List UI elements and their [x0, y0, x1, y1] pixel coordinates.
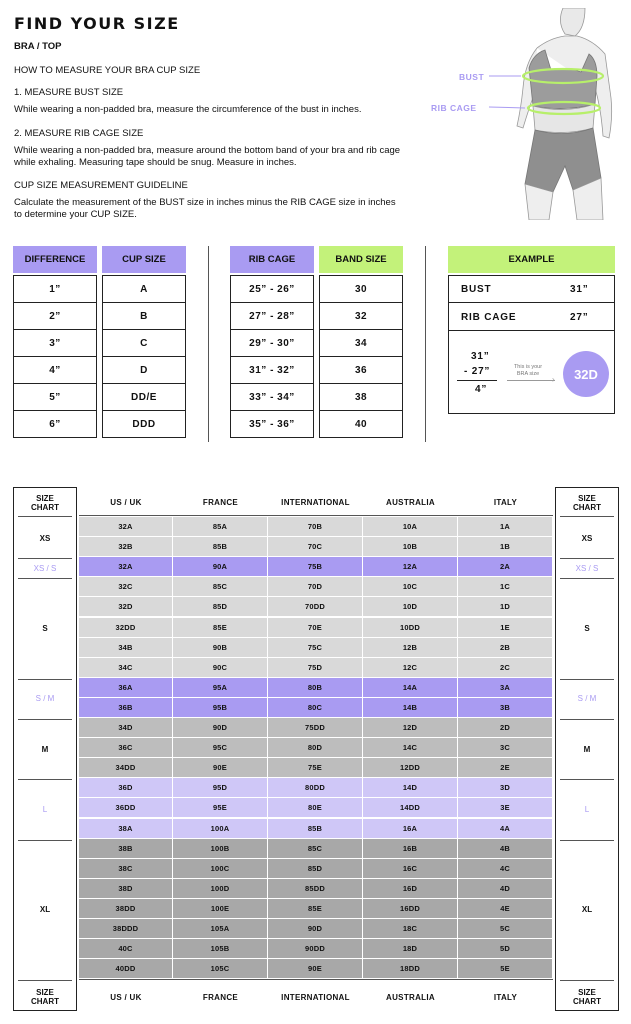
table-cell: 34D: [79, 718, 173, 738]
table-row: [79, 819, 553, 839]
table-cell: 16B: [363, 839, 458, 859]
table-row: [79, 597, 553, 617]
size-chart-footer: SIZE CHART: [31, 988, 59, 1006]
table-row: [79, 778, 553, 798]
table-row: [79, 698, 553, 718]
table-cell: 95E: [173, 798, 268, 818]
table-cell: 4C: [458, 859, 553, 879]
table-cell: 38B: [79, 839, 173, 859]
size-label: L: [42, 804, 48, 814]
table-cell: 105A: [173, 919, 268, 939]
table-cell: 3”: [13, 329, 97, 357]
divider: [18, 516, 72, 517]
arrow-line: [507, 380, 555, 381]
table-cell: 5D: [458, 939, 553, 959]
table-cell: DDD: [102, 410, 186, 438]
table-cell: 90D: [173, 718, 268, 738]
table-row: [79, 939, 553, 959]
column-footer: ITALY: [493, 992, 518, 1002]
table-cell: 12A: [363, 557, 458, 577]
table-cell: 18DD: [363, 959, 458, 979]
table-row: [79, 738, 553, 758]
table-cell: B: [102, 302, 186, 330]
table-cell: 85B: [268, 819, 363, 839]
rib-cage-label: RIB CAGE: [431, 103, 477, 113]
table-cell: 4A: [458, 819, 553, 839]
table-row: [79, 638, 553, 658]
table-cell: 10C: [363, 577, 458, 597]
table-cell: 25” - 26”: [230, 275, 314, 303]
table-cell: 4B: [458, 839, 553, 859]
column-header: FRANCE: [202, 497, 239, 507]
table-cell: 12C: [363, 658, 458, 678]
table-cell: 16C: [363, 859, 458, 879]
table-cell: 36D: [79, 778, 173, 798]
table-cell: 2D: [458, 718, 553, 738]
page-title: FIND YOUR SIZE: [14, 14, 180, 33]
divider: [18, 980, 72, 981]
table-cell: 1B: [458, 537, 553, 557]
footer-rule: [79, 979, 553, 980]
table-cell: 1D: [458, 597, 553, 617]
table-cell: 80D: [268, 738, 363, 758]
table-cell: 14DD: [363, 798, 458, 818]
table-cell: 29” - 30”: [230, 329, 314, 357]
size-label: XL: [39, 905, 51, 915]
step2-text: While wearing a non-padded bra, measure around the bottom band of your bra and rib cage while exhaling. Measuring tape should be snug. Measure in inches.: [14, 145, 401, 168]
table-cell: A: [102, 275, 186, 303]
size-label: XS: [581, 533, 593, 543]
table-cell: 32B: [79, 537, 173, 557]
size-label: S: [584, 624, 590, 634]
table-cell: 1”: [13, 275, 97, 303]
example-bust-row: [448, 275, 615, 303]
table-row: [79, 839, 553, 859]
table-cell: 32A: [79, 557, 173, 577]
table-cell: 14A: [363, 678, 458, 698]
body-illustration: [425, 8, 631, 220]
size-label: L: [584, 804, 590, 814]
table-cell: 100C: [173, 859, 268, 879]
table-cell: 95B: [173, 698, 268, 718]
table-header: DIFFERENCE: [13, 246, 97, 273]
column-header: US / UK: [110, 497, 142, 507]
table-cell: 90A: [173, 557, 268, 577]
table-cell: 90D: [268, 919, 363, 939]
header-rule: [79, 515, 553, 516]
example-rib-value: 27”: [570, 312, 589, 323]
table-cell: 4D: [458, 879, 553, 899]
table-header: CUP SIZE: [102, 246, 186, 273]
table-cell: 70C: [268, 537, 363, 557]
column-footer: INTERNATIONAL: [281, 992, 350, 1002]
note-line2: BRA size: [516, 371, 540, 377]
calc-underline: [457, 380, 497, 381]
table-cell: 34C: [79, 658, 173, 678]
step1-text: While wearing a non-padded bra, measure the circumference of the bust in inches.: [14, 104, 362, 115]
column-footer: AUSTRALIA: [386, 992, 435, 1002]
table-cell: 3D: [458, 778, 553, 798]
table-cell: 1E: [458, 618, 553, 638]
divider: [208, 246, 209, 442]
table-cell: 3A: [458, 678, 553, 698]
table-cell: 12DD: [363, 758, 458, 778]
table-row: [79, 678, 553, 698]
table-cell: 1C: [458, 577, 553, 597]
table-cell: 32A: [79, 517, 173, 537]
table-row: [79, 859, 553, 879]
table-cell: 105B: [173, 939, 268, 959]
table-cell: 85D: [173, 597, 268, 617]
table-cell: 31” - 32”: [230, 356, 314, 384]
table-cell: 32DD: [79, 618, 173, 638]
table-cell: 75E: [268, 758, 363, 778]
size-chart-header: SIZE CHART: [31, 494, 59, 512]
table-cell: 14C: [363, 738, 458, 758]
example-rib-label: RIB CAGE: [461, 312, 517, 323]
table-cell: 5C: [458, 919, 553, 939]
table-cell: 16DD: [363, 899, 458, 919]
guideline-title: CUP SIZE MEASUREMENT GUIDELINE: [14, 180, 188, 191]
measurement-figure: [425, 8, 631, 220]
size-column-left: [13, 487, 77, 1011]
table-row: [79, 537, 553, 557]
table-cell: 2E: [458, 758, 553, 778]
size-label: XL: [581, 905, 593, 915]
table-cell: 10B: [363, 537, 458, 557]
table-cell: 12B: [363, 638, 458, 658]
table-cell: 80C: [268, 698, 363, 718]
size-label: M: [41, 744, 49, 754]
table-cell: 38: [319, 383, 403, 411]
table-cell: 38C: [79, 859, 173, 879]
table-cell: 10DD: [363, 618, 458, 638]
table-cell: 38A: [79, 819, 173, 839]
table-cell: 36A: [79, 678, 173, 698]
table-cell: 85B: [173, 537, 268, 557]
table-cell: 36B: [79, 698, 173, 718]
example-rib-row: [448, 302, 615, 331]
bust-label: BUST: [459, 72, 485, 82]
table-row: [79, 798, 553, 818]
divider: [425, 246, 426, 442]
table-cell: 100B: [173, 839, 268, 859]
table-cell: 16A: [363, 819, 458, 839]
guideline-text: Calculate the measurement of the BUST size in inches minus the RIB CAGE size in inches to determine your CUP SIZE.: [14, 197, 396, 220]
table-cell: 32C: [79, 577, 173, 597]
table-cell: 70B: [268, 517, 363, 537]
table-cell: 100A: [173, 819, 268, 839]
table-cell: 40C: [79, 939, 173, 959]
table-cell: 5”: [13, 383, 97, 411]
table-cell: 12D: [363, 718, 458, 738]
note-line1: This is your: [513, 364, 543, 370]
table-cell: 16D: [363, 879, 458, 899]
column-header: AUSTRALIA: [386, 497, 435, 507]
table-cell: 80DD: [268, 778, 363, 798]
table-row: [79, 758, 553, 778]
table-cell: 100D: [173, 879, 268, 899]
size-label: XS: [39, 533, 51, 543]
table-cell: 36DD: [79, 798, 173, 818]
table-cell: 38D: [79, 879, 173, 899]
table-cell: D: [102, 356, 186, 384]
table-row: [79, 557, 553, 577]
table-cell: 85E: [268, 899, 363, 919]
calc-result: 4”: [475, 384, 488, 395]
table-cell: 90B: [173, 638, 268, 658]
table-cell: 34: [319, 329, 403, 357]
size-label: S: [42, 624, 48, 634]
table-cell: 32D: [79, 597, 173, 617]
table-cell: 14D: [363, 778, 458, 798]
bra-size-result-badge: 32D: [563, 351, 609, 397]
table-cell: 2C: [458, 658, 553, 678]
column-footer: FRANCE: [202, 992, 239, 1002]
table-cell: 40DD: [79, 959, 173, 979]
table-cell: 75B: [268, 557, 363, 577]
example-bust-label: BUST: [461, 284, 492, 295]
column-footer: US / UK: [110, 992, 142, 1002]
table-cell: DD/E: [102, 383, 186, 411]
table-cell: 34B: [79, 638, 173, 658]
table-cell: 35” - 36”: [230, 410, 314, 438]
table-row: [79, 577, 553, 597]
size-chart-footer: SIZE CHART: [573, 988, 601, 1006]
size-chart: [13, 487, 619, 1011]
table-cell: 3E: [458, 798, 553, 818]
table-cell: 36C: [79, 738, 173, 758]
table-cell: 95A: [173, 678, 268, 698]
size-label: XS / S: [33, 563, 57, 573]
table-row: [79, 517, 553, 537]
table-cell: 18D: [363, 939, 458, 959]
table-row: [79, 959, 553, 979]
table-header: RIB CAGE: [230, 246, 314, 273]
table-cell: 1A: [458, 517, 553, 537]
size-column-right: [555, 487, 619, 1011]
table-cell: 75D: [268, 658, 363, 678]
table-cell: 5E: [458, 959, 553, 979]
table-cell: 14B: [363, 698, 458, 718]
example-bust-value: 31”: [570, 284, 589, 295]
table-cell: 100E: [173, 899, 268, 919]
table-cell: 33” - 34”: [230, 383, 314, 411]
calc-minus: - 27”: [464, 366, 491, 377]
table-cell: 70D: [268, 577, 363, 597]
table-cell: 36: [319, 356, 403, 384]
table-cell: 90DD: [268, 939, 363, 959]
table-cell: 85C: [268, 839, 363, 859]
table-cell: 40: [319, 410, 403, 438]
table-cell: 80B: [268, 678, 363, 698]
table-row: [79, 718, 553, 738]
table-cell: 90E: [173, 758, 268, 778]
table-cell: 105C: [173, 959, 268, 979]
table-cell: 34DD: [79, 758, 173, 778]
table-cell: 95D: [173, 778, 268, 798]
table-cell: 85D: [268, 859, 363, 879]
how-to-heading: HOW TO MEASURE YOUR BRA CUP SIZE: [14, 65, 201, 76]
table-cell: 3C: [458, 738, 553, 758]
table-cell: 3B: [458, 698, 553, 718]
divider: [560, 980, 614, 981]
size-chart-header: SIZE CHART: [573, 494, 601, 512]
table-cell: 75DD: [268, 718, 363, 738]
table-cell: 70DD: [268, 597, 363, 617]
note-text: [511, 364, 545, 378]
table-cell: 85DD: [268, 879, 363, 899]
table-row: [79, 879, 553, 899]
table-cell: 85A: [173, 517, 268, 537]
table-row: [79, 919, 553, 939]
size-chart-body: [79, 487, 553, 1011]
table-cell: 18C: [363, 919, 458, 939]
page-subtitle: BRA / TOP: [14, 41, 62, 52]
table-cell: 30: [319, 275, 403, 303]
table-cell: 75C: [268, 638, 363, 658]
table-cell: 2A: [458, 557, 553, 577]
table-cell: 85C: [173, 577, 268, 597]
table-cell: 85E: [173, 618, 268, 638]
table-cell: C: [102, 329, 186, 357]
table-cell: 27” - 28”: [230, 302, 314, 330]
table-cell: 95C: [173, 738, 268, 758]
table-cell: 70E: [268, 618, 363, 638]
table-cell: 2”: [13, 302, 97, 330]
example-header: EXAMPLE: [448, 246, 615, 273]
calc-top: 31”: [471, 351, 490, 362]
arrow-icon: ›: [552, 375, 555, 384]
step1-title: 1. MEASURE BUST SIZE: [14, 87, 124, 98]
table-cell: 32: [319, 302, 403, 330]
divider: [560, 516, 614, 517]
table-cell: 90E: [268, 959, 363, 979]
table-cell: 38DD: [79, 899, 173, 919]
size-label: XS / S: [575, 563, 599, 573]
table-cell: 90C: [173, 658, 268, 678]
size-label: M: [583, 744, 591, 754]
table-row: [79, 899, 553, 919]
table-header: BAND SIZE: [319, 246, 403, 273]
column-header: ITALY: [493, 497, 518, 507]
table-row: [79, 658, 553, 678]
size-label: S / M: [35, 694, 55, 704]
column-header: INTERNATIONAL: [281, 497, 350, 507]
table-cell: 4E: [458, 899, 553, 919]
table-cell: 10A: [363, 517, 458, 537]
table-cell: 80E: [268, 798, 363, 818]
table-cell: 2B: [458, 638, 553, 658]
example-calculation: [448, 330, 615, 414]
table-cell: 38DDD: [79, 919, 173, 939]
step2-title: 2. MEASURE RIB CAGE SIZE: [14, 128, 144, 139]
table-cell: 4”: [13, 356, 97, 384]
table-cell: 6”: [13, 410, 97, 438]
table-row: [79, 618, 553, 638]
table-cell: 10D: [363, 597, 458, 617]
size-label: S / M: [577, 694, 597, 704]
